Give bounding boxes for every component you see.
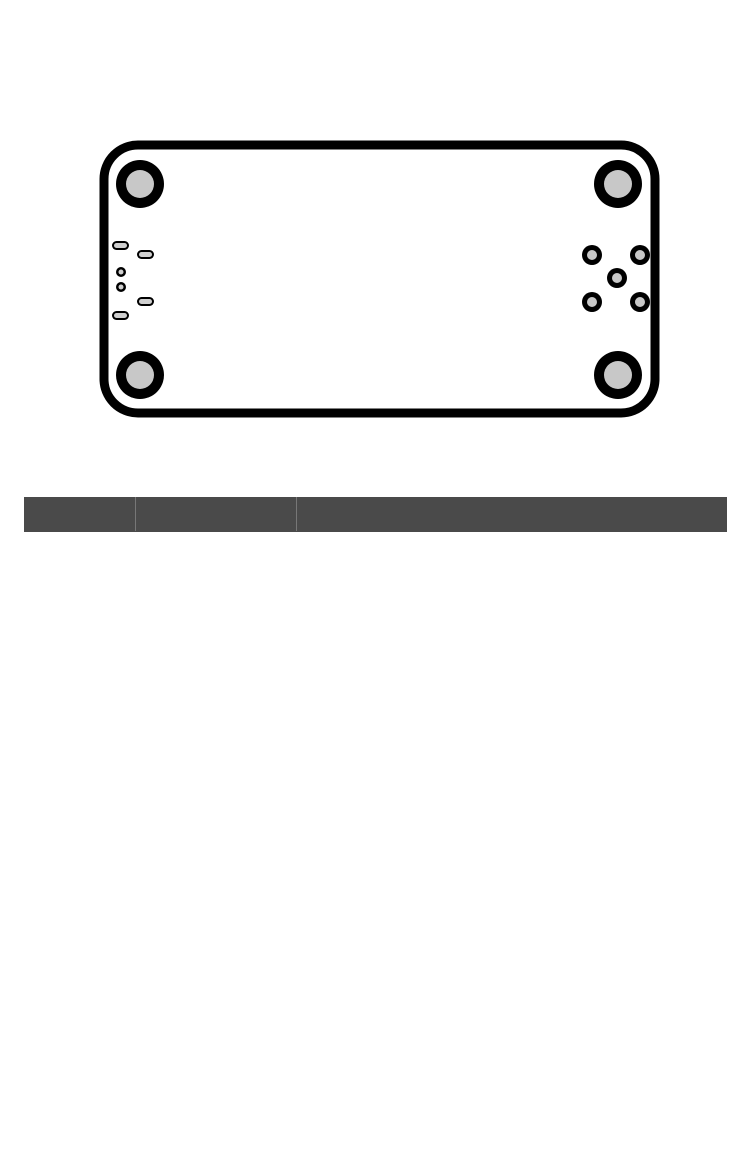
- mounting-hole-bottom-left: [116, 351, 164, 399]
- board-diagram: [0, 0, 750, 460]
- pin-table-header: [25, 498, 727, 532]
- header-index: [25, 498, 136, 532]
- header-note: [297, 498, 727, 532]
- pin-table: [24, 497, 727, 532]
- board-outline: [104, 145, 655, 413]
- mounting-hole-top-right: [594, 160, 642, 208]
- header-pin: [136, 498, 297, 532]
- mounting-hole-bottom-right: [594, 351, 642, 399]
- mounting-hole-top-left: [116, 160, 164, 208]
